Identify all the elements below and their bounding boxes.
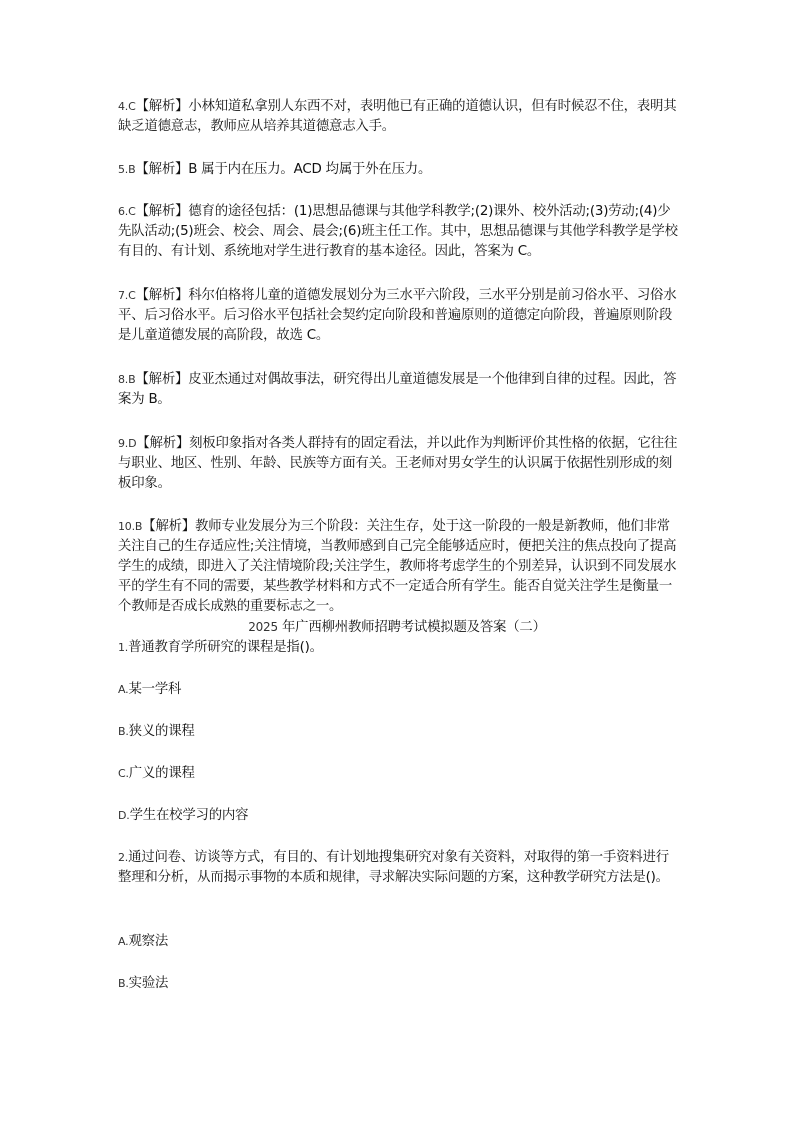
section-title xyxy=(0,618,794,637)
answer-label: 4.C xyxy=(118,100,136,113)
question-text: 普通教育学所研究的课程是指()。 xyxy=(128,640,323,655)
answer-label: 9.D xyxy=(118,437,137,450)
answer-text: 【解析】皮亚杰通过对偶故事法，研究得出儿童道德发展是一个他律到自律的过程。因此，答案为 B。 xyxy=(118,372,677,407)
answer-explanation-5 xyxy=(118,160,678,180)
answer-explanation-6 xyxy=(118,202,678,262)
question-2-option-a xyxy=(118,932,678,952)
option-text: 观察法 xyxy=(128,934,169,949)
answer-explanation-4 xyxy=(118,97,678,137)
answer-text: 【解析】刻板印象指对各类人群持有的固定看法，并以此作为判断评价其性格的依据，它往往与职业、地区、性别、年龄、民族等方面有关。王老师对男女学生的认识属于依据性别形成的刻板印象。 xyxy=(118,436,678,491)
answer-text: 【解析】教师专业发展分为三个阶段：关注生存，处于这一阶段的一般是新教师，他们非常关注自己的生存适应性;关注情境，当教师感到自己完全能够适应时，便把关注的焦点投向了提高学生的成绩，即进入了关注情境阶段;关注学生，教师将考虑学生的个别差异，认识到不同发展水平的学生有不同的需要，某些教学材料和方式不一定适合所有学生。能否自觉关注学生是衡量一个教师是否成长成熟的重要标志之一。 xyxy=(118,519,677,614)
question-2-stem xyxy=(118,848,678,888)
answer-explanation-7 xyxy=(118,286,678,346)
question-1-stem xyxy=(118,638,678,658)
option-text: 学生在校学习的内容 xyxy=(129,808,249,823)
option-text: 实验法 xyxy=(128,976,169,991)
question-1-option-c xyxy=(118,764,678,784)
option-letter: C. xyxy=(118,767,129,780)
question-1-option-a xyxy=(118,680,678,700)
question-1-option-d xyxy=(118,806,678,826)
answer-text: 【解析】科尔伯格将儿童的道德发展划分为三水平六阶段，三水平分别是前习俗水平、习俗水平、后习俗水平。后习俗水平包括社会契约定向阶段和普遍原则的道德定向阶段，普遍原则阶段是儿童道德发展的高阶段，故选 C。 xyxy=(118,288,677,343)
answer-text: 【解析】德育的途径包括：(1)思想品德课与其他学科教学;(2)课外、校外活动;(3)劳动;(4)少先队活动;(5)班会、校会、周会、晨会;(6)班主任工作。其中，思想品德课与其他学科教学是学校有目的、有计划、系统地对学生进行教育的基本途径。因此，答案为 C。 xyxy=(118,204,678,259)
answer-label: 7.C xyxy=(118,289,136,302)
answer-label: 6.C xyxy=(118,205,136,218)
section-title-year: 2025 xyxy=(248,620,278,634)
option-letter: A. xyxy=(118,683,129,696)
answer-label: 10.B xyxy=(118,520,143,533)
section-title-text: 年广西柳州教师招聘考试模拟题及答案（二） xyxy=(277,620,546,635)
question-text: 通过问卷、访谈等方式，有目的、有计划地搜集研究对象有关资料，对取得的第一手资料进行整理和分析，从而揭示事物的本质和规律，寻求解决实际问题的方案，这种教学研究方法是()。 xyxy=(118,850,669,885)
answer-explanation-8 xyxy=(118,370,678,410)
option-letter: B. xyxy=(118,725,129,738)
question-number: 1. xyxy=(118,641,129,654)
option-letter: B. xyxy=(118,977,129,990)
answer-explanation-10 xyxy=(118,517,678,617)
answer-label: 8.B xyxy=(118,373,136,386)
option-text: 广义的课程 xyxy=(128,766,195,781)
option-text: 狭义的课程 xyxy=(128,724,195,739)
question-1-option-b xyxy=(118,722,678,742)
option-letter: A. xyxy=(118,935,129,948)
answer-label: 5.B xyxy=(118,163,136,176)
answer-text: 【解析】小林知道私拿别人东西不对，表明他已有正确的道德认识，但有时候忍不住，表明其缺乏道德意志，教师应从培养其道德意志入手。 xyxy=(118,99,677,134)
option-letter: D. xyxy=(118,809,130,822)
question-2-option-b xyxy=(118,974,678,994)
answer-explanation-9 xyxy=(118,434,678,494)
question-number: 2. xyxy=(118,851,129,864)
option-text: 某一学科 xyxy=(128,682,182,697)
answer-text: 【解析】B 属于内在压力。ACD 均属于外在压力。 xyxy=(135,162,432,177)
